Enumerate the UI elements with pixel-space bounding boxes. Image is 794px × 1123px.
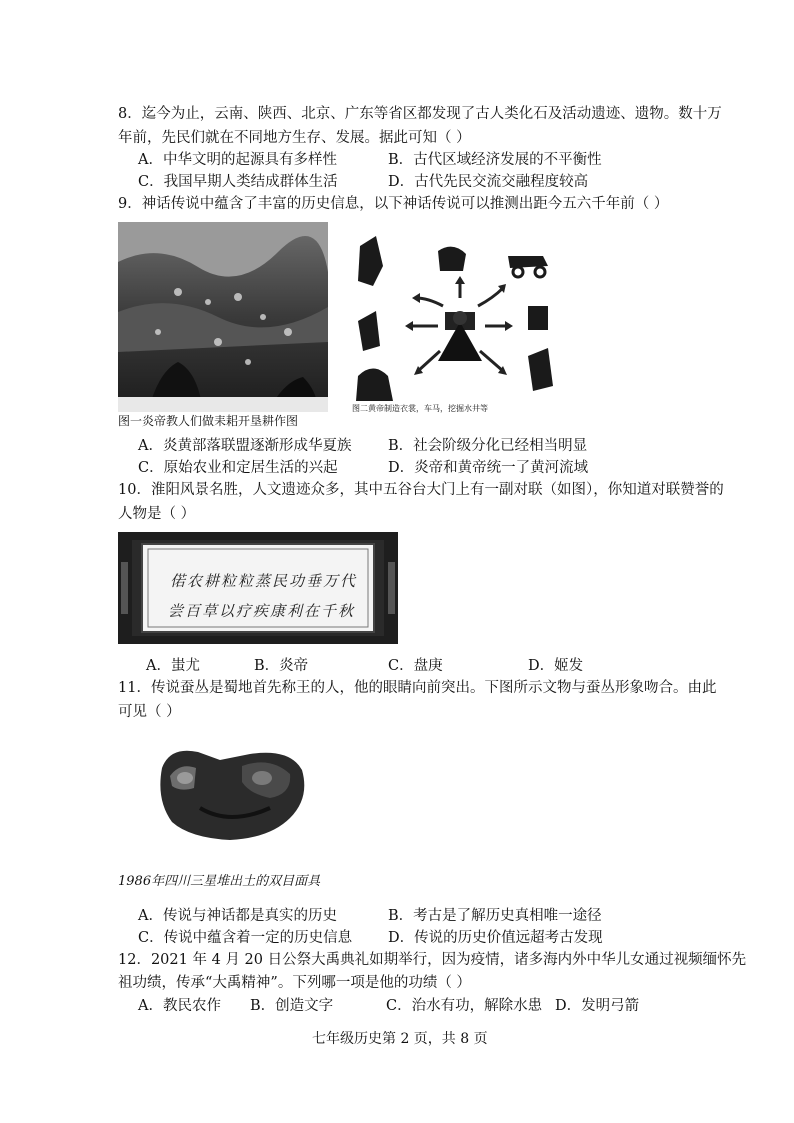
q9-figure2-huangdi-diagram: [348, 226, 570, 412]
q8-stem-line1: 8．迄今为止，云南、陕西、北京、广东等省区都发现了古人类化石及活动遗迹、遗物。数十万: [118, 106, 722, 122]
q9-stem-line1: 9．神话传说中蕴含了丰富的历史信息，以下神话传说可以推测出距今五六千年前（ ）: [118, 196, 669, 212]
q12-option-a[interactable]: A．教民农作: [138, 998, 221, 1014]
q9-option-c[interactable]: C．原始农业和定居生活的兴起: [138, 460, 338, 476]
q12-stem-line1: 12．2021 年 4 月 20 日公祭大禹典礼如期举行，因为疫情，诸多海内外中华儿女通过视频缅怀先: [118, 952, 747, 968]
q10-stem-line1: 10．淮阳风景名胜，人文遗迹众多，其中五谷台大门上有一副对联（如图），你知道对联赞誉的: [118, 482, 724, 498]
q12-option-c[interactable]: C．治水有功，解除水患: [386, 998, 543, 1014]
couplet-line-2: 尝百草以疗疾康利在千秋: [168, 602, 356, 620]
q10-stem-line2: 人物是（ ）: [118, 506, 196, 522]
q8-option-c[interactable]: C．我国早期人类结成群体生活: [138, 174, 338, 190]
q9-figure1-farming-painting: [118, 222, 328, 412]
q10-option-c[interactable]: C．盘庚: [388, 658, 443, 674]
q10-option-b[interactable]: B．炎帝: [254, 658, 309, 674]
q10-option-a[interactable]: A．蚩尤: [146, 658, 200, 674]
q9-figure2-caption: 图二黄帝制造衣裳，车马，挖掘水井等: [352, 404, 488, 413]
q8-option-b[interactable]: B．古代区域经济发展的不平衡性: [388, 152, 602, 168]
q9-option-b[interactable]: B．社会阶级分化已经相当明显: [388, 438, 588, 454]
q11-stem-line1: 11．传说蚕丛是蜀地首先称王的人，他的眼睛向前突出。下图所示文物与蚕丛形象吻合。由此: [118, 680, 717, 696]
q8-option-a[interactable]: A．中华文明的起源具有多样性: [138, 152, 337, 168]
q9-option-a[interactable]: A．炎黄部落联盟逐渐形成华夏族: [138, 438, 352, 454]
q11-option-d[interactable]: D．传说的历史价值远超考古发现: [388, 930, 603, 946]
q10-option-d[interactable]: D．姬发: [528, 658, 584, 674]
q12-stem-line2: 祖功绩，传承“大禹精神”。下列哪一项是他的功绩（ ）: [118, 975, 471, 991]
q11-stem-line2: 可见（ ）: [118, 704, 181, 720]
q9-option-d[interactable]: D．炎帝和黄帝统一了黄河流域: [388, 460, 589, 476]
q11-bronze-mask-image: [150, 738, 312, 848]
q8-option-d[interactable]: D．古代先民交流交融程度较高: [388, 174, 589, 190]
page-footer: 七年级历史第 2 页，共 8 页: [312, 1031, 488, 1047]
couplet-line-1: 偌农耕粒粒蒸民功垂万代: [170, 572, 358, 590]
q11-option-a[interactable]: A．传说与神话都是真实的历史: [138, 908, 337, 924]
q11-option-c[interactable]: C．传说中蕴含着一定的历史信息: [138, 930, 353, 946]
q8-stem-line2: 年前，先民们就在不同地方生存、发展。据此可知（ ）: [118, 130, 471, 146]
q9-figure1-caption: 图一炎帝教人们做耒耜开垦耕作图: [118, 414, 299, 428]
q12-option-d[interactable]: D．发明弓箭: [555, 998, 640, 1014]
q11-option-b[interactable]: B．考古是了解历史真相唯一途径: [388, 908, 602, 924]
q11-image-caption: 1986年四川三星堆出土的双目面具: [118, 874, 321, 889]
q12-option-b[interactable]: B．创造文字: [250, 998, 334, 1014]
